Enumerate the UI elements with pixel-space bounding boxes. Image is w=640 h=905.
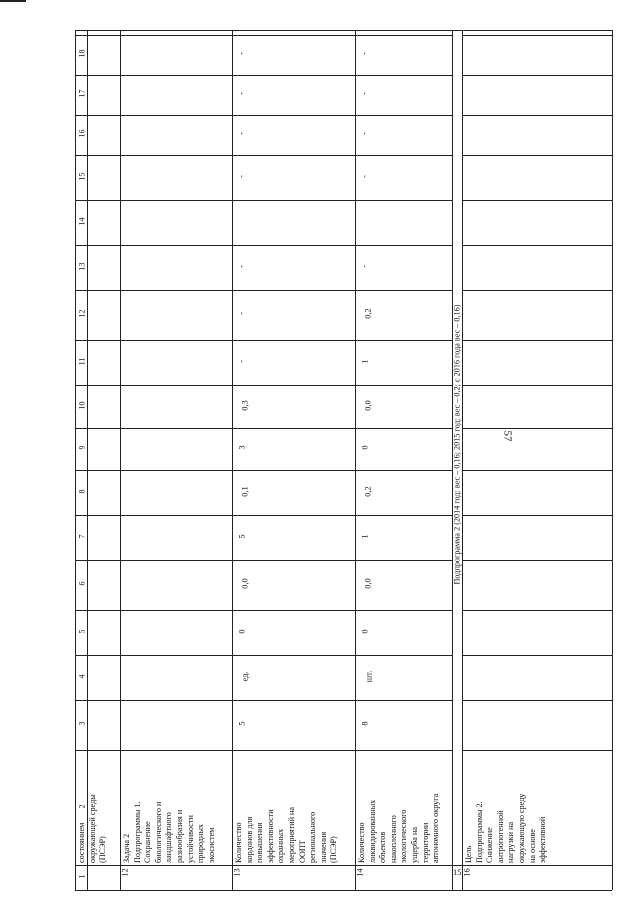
column-number: 10 xyxy=(77,401,87,409)
column-number: 1 xyxy=(77,874,87,878)
value-cell: 5 xyxy=(237,721,247,726)
value-cell: - xyxy=(359,92,369,95)
indicator-name-line: объектов xyxy=(378,831,388,863)
table-rule xyxy=(75,30,612,31)
indicator-name-line: автономного округа xyxy=(431,793,441,863)
value-cell: - xyxy=(359,174,369,178)
column-number: 11 xyxy=(77,357,87,365)
column-number: 15 xyxy=(77,172,87,180)
table-rule xyxy=(75,385,452,386)
value-cell: 5 xyxy=(237,533,247,539)
indicator-name-line: мероприятий на xyxy=(286,806,296,863)
table-rule xyxy=(462,428,612,429)
value-cell: 0,3 xyxy=(240,399,250,411)
table-rule xyxy=(75,700,452,701)
row-number: 13 xyxy=(232,868,242,877)
value-cell: 0 xyxy=(360,445,370,450)
unit-cell: шт. xyxy=(364,670,374,682)
indicator-name xyxy=(357,752,442,863)
indicator-name-line: Цель xyxy=(464,845,473,863)
column-number: 2 xyxy=(77,804,87,808)
table-rule xyxy=(462,245,612,246)
column-number: 17 xyxy=(77,89,87,98)
indicator-name-line: (ПСЭР) xyxy=(329,836,339,863)
column-number: 13 xyxy=(77,262,87,270)
column-number: 4 xyxy=(77,674,87,678)
table-rule xyxy=(355,30,356,890)
table-rule xyxy=(462,340,612,341)
table-rule xyxy=(462,385,612,386)
indicator-name-line: устойчивости xyxy=(185,815,195,863)
indicator-name-line: накопленного xyxy=(388,815,398,863)
table-rule xyxy=(75,515,452,516)
indicator-name-line: экосистем xyxy=(206,827,216,863)
value-cell: 0,2 xyxy=(363,485,373,497)
row-number: 15 xyxy=(453,868,462,877)
value-cell: - xyxy=(236,92,246,95)
table-rule xyxy=(75,750,452,751)
indicator-name-line: (ПСЭР) xyxy=(98,836,108,863)
table-rule xyxy=(462,515,612,516)
value-cell: - xyxy=(236,264,246,268)
subprogram-heading: Подпрограмма 2 (2014 год: вес – 0,16; 2015 год: вес – 0,2; с 2016 года вес – 0,16) xyxy=(452,304,462,585)
indicator-name-line: ликвидированных xyxy=(367,799,377,863)
table-rule xyxy=(75,428,452,429)
table-rule xyxy=(75,610,452,611)
indicator-name-line: повышения xyxy=(255,822,265,863)
table-rule xyxy=(462,30,463,890)
indicator-name xyxy=(234,752,340,863)
table-rule xyxy=(462,750,612,751)
row-number: 14 xyxy=(355,868,365,877)
column-number: 12 xyxy=(77,309,87,318)
table-rule xyxy=(75,290,452,291)
indicator-name-line: Подпрограммы 1. xyxy=(132,801,142,863)
value-cell: 0,0 xyxy=(363,399,373,411)
table-rule xyxy=(462,560,612,561)
value-cell: 1 xyxy=(360,358,370,364)
value-cell: 0,1 xyxy=(240,485,250,497)
column-number: 7 xyxy=(77,534,87,538)
indicator-name-line: Количество xyxy=(357,822,366,863)
indicator-name-line: ландшафтного xyxy=(164,812,174,863)
indicator-name-line: ущерба на xyxy=(409,827,419,863)
table-rule xyxy=(75,75,452,76)
indicator-name-line: эффективности xyxy=(265,809,275,863)
value-cell: 8 xyxy=(360,721,370,726)
table-rule xyxy=(75,115,452,116)
value-cell: - xyxy=(359,264,369,268)
value-cell: - xyxy=(236,174,246,178)
value-cell: 0,0 xyxy=(363,578,373,589)
indicator-name-line: Снижение xyxy=(485,827,495,863)
table-rule xyxy=(462,655,612,656)
table-rule xyxy=(462,115,612,116)
indicator-name-line: кордонов для xyxy=(244,816,254,863)
table-rule xyxy=(75,890,612,891)
indicator-name-line: Сохранение xyxy=(143,821,153,863)
value-cell: - xyxy=(359,132,369,135)
value-cell: 0,2 xyxy=(363,308,373,319)
table-rule xyxy=(462,200,612,201)
value-cell: - xyxy=(236,359,246,363)
indicator-name-line: регионального xyxy=(308,811,318,863)
value-cell: 0 xyxy=(360,628,370,634)
table-rule xyxy=(75,200,452,201)
table-rule xyxy=(462,290,612,291)
table-rule xyxy=(462,610,612,611)
indicator-name-line: окружающую среду xyxy=(516,793,526,863)
value-cell: 0 xyxy=(237,628,247,634)
indicator-name-line: экологического xyxy=(399,809,409,863)
table-rule xyxy=(75,35,452,36)
table-rule xyxy=(462,155,612,156)
indicator-name xyxy=(464,752,549,863)
indicator-name-line: Подпрограммы 2. xyxy=(474,801,484,863)
value-cell: 1 xyxy=(360,533,370,539)
table-rule xyxy=(75,155,452,156)
scan-edge-mark xyxy=(0,0,26,2)
indicator-name xyxy=(77,752,109,863)
row-number: 12 xyxy=(120,868,130,877)
indicator-name-line: значения xyxy=(318,831,328,863)
indicator-name-line: биологического и xyxy=(153,801,163,863)
column-number: 9 xyxy=(77,445,87,450)
table-rule xyxy=(462,35,612,36)
table-rule xyxy=(232,30,233,890)
column-number: 18 xyxy=(77,49,87,58)
indicator-name-line: состоянием xyxy=(77,822,86,863)
unit-cell: ед. xyxy=(240,671,250,681)
indicator-name-line: территории xyxy=(420,822,430,863)
table-rule xyxy=(75,30,76,890)
column-number: 14 xyxy=(77,217,87,225)
indicator-name-line: Количество xyxy=(234,822,243,863)
table-rule xyxy=(462,75,612,76)
indicator-name-line: окружающей среды xyxy=(87,794,97,863)
indicator-name-line: эффективной xyxy=(538,816,548,863)
column-number: 5 xyxy=(77,629,87,633)
table-rule xyxy=(75,655,452,656)
indicator-name-line: ООПТ xyxy=(297,840,307,863)
column-number: 6 xyxy=(77,581,87,586)
table-rule xyxy=(75,340,452,341)
indicator-name-line: нагрузки на xyxy=(506,821,516,863)
column-number: 8 xyxy=(77,489,87,493)
column-number: 16 xyxy=(77,129,87,138)
page-number: 57 xyxy=(501,430,514,442)
value-cell: - xyxy=(236,132,246,135)
indicator-name xyxy=(122,752,217,863)
indicator-name-line: Задача 2 xyxy=(122,833,131,863)
value-cell: - xyxy=(359,52,369,55)
value-cell: - xyxy=(236,52,246,55)
column-number: 3 xyxy=(77,721,87,726)
table-rule xyxy=(120,30,121,890)
table-rule xyxy=(75,470,452,471)
indicator-name-line: на основе xyxy=(527,829,537,863)
table-rule xyxy=(75,865,612,866)
table-rule xyxy=(462,700,612,701)
table-rule xyxy=(75,245,452,246)
value-cell: 3 xyxy=(237,445,247,450)
indicator-name-line: антропогенной xyxy=(495,810,505,863)
indicator-name-line: природных xyxy=(196,824,206,863)
row-number: 16 xyxy=(462,868,472,877)
table-rule xyxy=(462,470,612,471)
table-rule xyxy=(75,560,452,561)
value-cell: 0,0 xyxy=(240,578,250,589)
value-cell: - xyxy=(236,312,246,315)
table-rule xyxy=(612,30,613,890)
indicator-name-line: охранных xyxy=(276,828,286,863)
indicator-name-line: разнообразия и xyxy=(174,809,184,863)
